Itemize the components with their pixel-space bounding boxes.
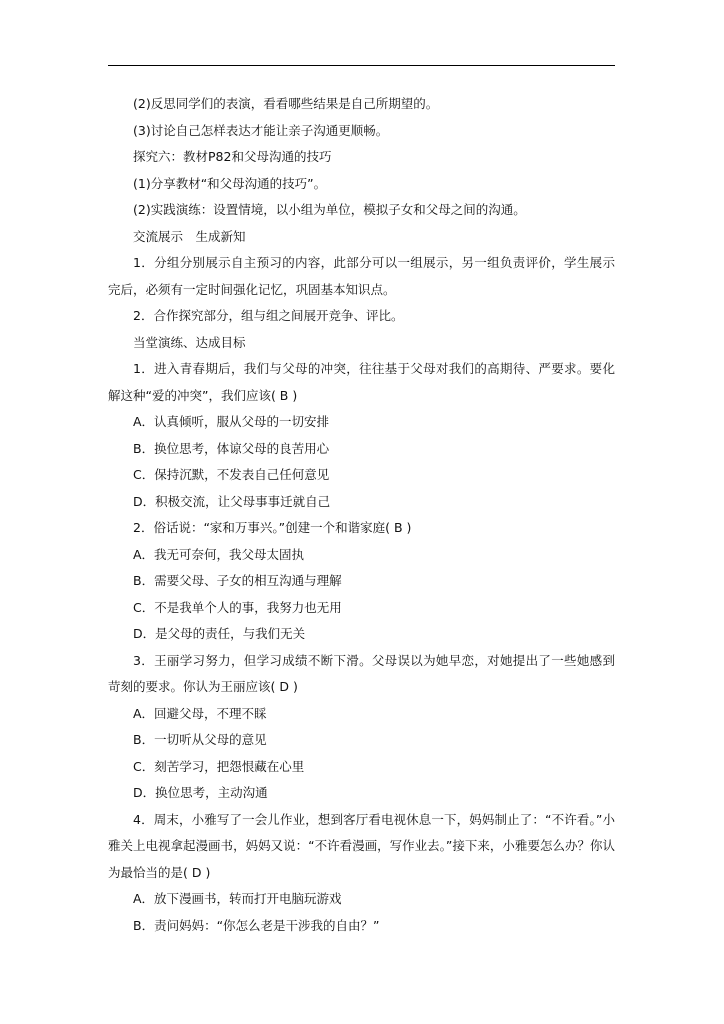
question-2-option-c: C．不是我单个人的事，我努力也无用 — [133, 599, 342, 615]
inquiry-six-step-2: (2)实践演练：设置情境，以小组为单位，模拟子女和父母之间的沟通。 — [133, 202, 526, 217]
question-4: 4．周末，小雅写了一会儿作业，想到客厅看电视休息一下，妈妈制止了：“不许看。”小雅关上电视拿起漫画书，妈妈又说：“不许看漫画，写作业去。”接下来，小雅要怎么办？你认为最恰当的是( D ) — [108, 811, 615, 880]
question-1-option-b: B．换位思考，体谅父母的良苦用心 — [133, 440, 330, 456]
question-3-option-b: B．一切听从父母的意见 — [133, 732, 267, 747]
question-3-option-d: D．换位思考，主动沟通 — [133, 785, 268, 800]
question-3: 3．王丽学习努力，但学习成绩不断下滑。父母误以为她早恋，对她提出了一些她感到苛刻的要求。你认为王丽应该( D ) — [108, 652, 615, 694]
question-2: 2．俗话说：“家和万事兴。”创建一个和谐家庭( B ) — [133, 520, 412, 535]
inquiry-six-heading: 探究六：教材P82和父母沟通的技巧 — [133, 149, 332, 164]
header-rule — [108, 65, 615, 66]
question-2-option-d: D．是父母的责任，与我们无关 — [133, 626, 306, 641]
exchange-item-1: 1．分组分别展示自主预习的内容，此部分可以一组展示，另一组负责评价，学生展示完后，必须有一定时间强化记忆，巩固基本知识点。 — [108, 255, 615, 297]
inquiry-six-step-1: (1)分享教材“和父母沟通的技巧”。 — [133, 175, 327, 191]
question-1-option-a: A．认真倾听，服从父母的一切安排 — [133, 414, 330, 429]
question-3-option-a: A．回避父母，不理不睬 — [133, 705, 267, 721]
question-1: 1．进入青春期后，我们与父母的冲突，往往基于父母对我们的高期待、严要求。要化解这种“爱的冲突”，我们应该( B ) — [108, 361, 615, 403]
question-2-option-b: B．需要父母、子女的相互沟通与理解 — [133, 573, 342, 588]
exchange-item-2: 2．合作探究部分，组与组之间展开竞争、评比。 — [133, 308, 404, 323]
question-4-option-b: B．责问妈妈：“你怎么老是干涉我的自由？” — [133, 917, 380, 933]
document-body — [108, 91, 615, 939]
question-1-option-c: C．保持沉默，不发表自己任何意见 — [133, 467, 330, 482]
question-3-option-c: C．刻苦学习，把怨恨藏在心里 — [133, 758, 305, 774]
question-4-option-a: A．放下漫画书，转而打开电脑玩游戏 — [133, 891, 342, 906]
reflection-step-2: (2)反思同学们的表演，看看哪些结果是自己所期望的。 — [133, 96, 439, 111]
section-heading-practice: 当堂演练、达成目标 — [133, 334, 246, 350]
reflection-step-3: (3)讨论自己怎样表达才能让亲子沟通更顺畅。 — [133, 122, 389, 138]
section-heading-exchange: 交流展示 生成新知 — [133, 228, 246, 244]
question-2-option-a: A．我无可奈何，我父母太固执 — [133, 546, 305, 562]
question-1-option-d: D．积极交流，让父母事事迁就自己 — [133, 493, 331, 509]
